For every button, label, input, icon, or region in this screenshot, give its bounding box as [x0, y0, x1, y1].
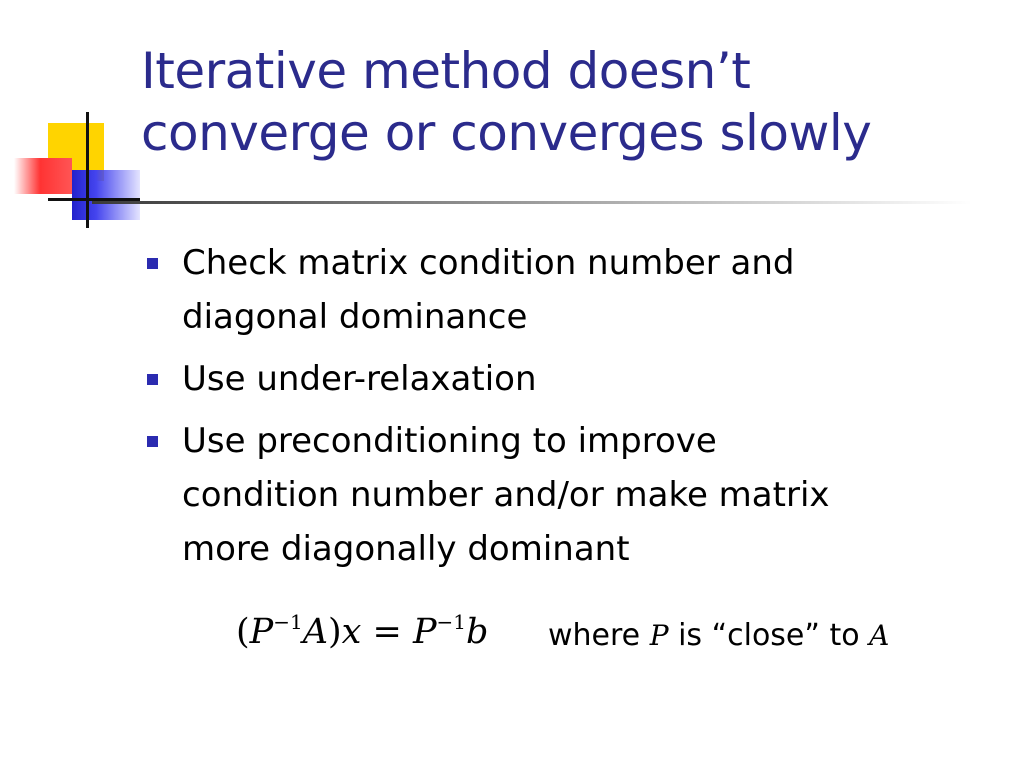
bullet-marker — [147, 436, 158, 447]
bullet-marker — [147, 258, 158, 269]
formula-inverse-exponent: −1 — [273, 610, 303, 634]
title-line-2: converge or converges slowly — [141, 104, 872, 162]
bullet-list — [145, 236, 985, 584]
bullet-line: more diagonally dominant — [182, 529, 630, 569]
note-A: A — [869, 619, 890, 652]
note-P: P — [649, 619, 669, 652]
bullet-line: diagonal dominance — [182, 297, 528, 337]
bullet-line: Use preconditioning to improve — [182, 421, 717, 461]
bullet-text — [182, 236, 985, 344]
slide-title — [141, 40, 1001, 164]
formula-x: x — [341, 612, 362, 652]
formula-P: P — [249, 612, 274, 652]
logo-vertical-line — [86, 112, 89, 228]
note-where: where — [548, 618, 650, 653]
formula-b: b — [466, 612, 489, 652]
formula-P: P — [412, 612, 437, 652]
formula-inverse-exponent: −1 — [436, 610, 467, 634]
title-line-1: Iterative method doesn’t — [141, 42, 751, 100]
note-is-close-to: is “close” to — [668, 618, 870, 653]
bullet-line: Check matrix condition number and — [182, 243, 795, 283]
bullet-item — [145, 236, 985, 344]
logo-blue-square — [72, 170, 140, 220]
formula-note — [548, 618, 889, 653]
formula-close-paren: ) — [327, 612, 342, 652]
decorative-logo — [0, 0, 160, 240]
formula-A: A — [302, 612, 328, 652]
bullet-line: Use under-relaxation — [182, 359, 537, 399]
bullet-item — [145, 352, 985, 406]
formula-equals: = — [361, 612, 413, 652]
bullet-item — [145, 414, 985, 576]
logo-red-bar — [14, 158, 72, 194]
formula-open-paren: ( — [236, 612, 250, 652]
title-underline — [92, 201, 972, 204]
bullet-line: condition number and/or make matrix — [182, 475, 830, 515]
preconditioning-formula — [236, 612, 488, 652]
bullet-marker — [147, 374, 158, 385]
bullet-text — [182, 352, 985, 406]
bullet-text — [182, 414, 985, 576]
